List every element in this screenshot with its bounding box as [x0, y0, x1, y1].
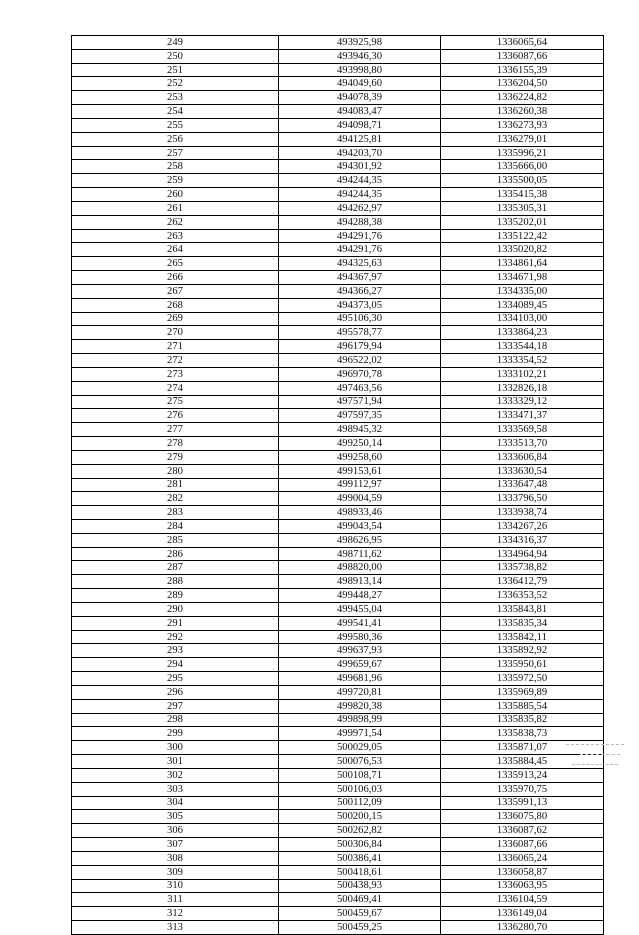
point-number-cell: 255 [72, 118, 279, 132]
x-coordinate-cell: 496179,94 [279, 340, 441, 354]
x-coordinate-cell: 496522,02 [279, 354, 441, 368]
point-number-cell: 265 [72, 257, 279, 271]
x-coordinate-cell: 494325,63 [279, 257, 441, 271]
table-body [72, 36, 604, 935]
point-number-cell: 309 [72, 865, 279, 879]
table-row [72, 409, 604, 423]
y-coordinate-cell: 1335415,38 [441, 188, 604, 202]
y-coordinate-cell: 1335970,75 [441, 782, 604, 796]
point-number-cell: 252 [72, 77, 279, 91]
point-number-cell: 301 [72, 755, 279, 769]
table-row [72, 243, 604, 257]
y-coordinate-cell: 1335972,50 [441, 672, 604, 686]
point-number-cell: 283 [72, 506, 279, 520]
x-coordinate-cell: 499250,14 [279, 437, 441, 451]
x-coordinate-cell: 494288,38 [279, 215, 441, 229]
x-coordinate-cell: 497463,56 [279, 381, 441, 395]
point-number-cell: 298 [72, 713, 279, 727]
point-number-cell: 287 [72, 561, 279, 575]
table-row [72, 658, 604, 672]
y-coordinate-cell: 1335666,00 [441, 160, 604, 174]
y-coordinate-cell: 1336412,79 [441, 575, 604, 589]
table-row [72, 464, 604, 478]
x-coordinate-cell: 499455,04 [279, 602, 441, 616]
x-coordinate-cell: 499637,93 [279, 644, 441, 658]
point-number-cell: 282 [72, 492, 279, 506]
point-number-cell: 311 [72, 893, 279, 907]
y-coordinate-cell: 1335884,45 [441, 755, 604, 769]
table-row [72, 146, 604, 160]
point-number-cell: 250 [72, 49, 279, 63]
point-number-cell: 281 [72, 478, 279, 492]
y-coordinate-cell: 1335843,81 [441, 602, 604, 616]
x-coordinate-cell: 496970,78 [279, 367, 441, 381]
y-coordinate-cell: 1335991,13 [441, 796, 604, 810]
table-row [72, 91, 604, 105]
table-row [72, 381, 604, 395]
table-row [72, 132, 604, 146]
y-coordinate-cell: 1334335,00 [441, 284, 604, 298]
x-coordinate-cell: 500459,67 [279, 907, 441, 921]
table-row [72, 367, 604, 381]
point-number-cell: 300 [72, 741, 279, 755]
table-row [72, 492, 604, 506]
x-coordinate-cell: 500306,84 [279, 838, 441, 852]
y-coordinate-cell: 1335500,05 [441, 174, 604, 188]
point-number-cell: 271 [72, 340, 279, 354]
x-coordinate-cell: 500108,71 [279, 768, 441, 782]
y-coordinate-cell: 1335122,42 [441, 229, 604, 243]
point-number-cell: 249 [72, 36, 279, 50]
y-coordinate-cell: 1335913,24 [441, 768, 604, 782]
point-number-cell: 259 [72, 174, 279, 188]
table-row [72, 506, 604, 520]
point-number-cell: 257 [72, 146, 279, 160]
point-number-cell: 253 [72, 91, 279, 105]
table-row [72, 271, 604, 285]
table-row [72, 630, 604, 644]
point-number-cell: 268 [72, 298, 279, 312]
x-coordinate-cell: 499681,96 [279, 672, 441, 686]
table-row [72, 105, 604, 119]
x-coordinate-cell: 493925,98 [279, 36, 441, 50]
x-coordinate-cell: 493998,80 [279, 63, 441, 77]
y-coordinate-cell: 1336087,62 [441, 824, 604, 838]
x-coordinate-cell: 500106,03 [279, 782, 441, 796]
coordinates-table [71, 35, 604, 935]
x-coordinate-cell: 494291,76 [279, 229, 441, 243]
point-number-cell: 274 [72, 381, 279, 395]
point-number-cell: 286 [72, 547, 279, 561]
table-row [72, 616, 604, 630]
point-number-cell: 297 [72, 699, 279, 713]
y-coordinate-cell: 1336058,87 [441, 865, 604, 879]
point-number-cell: 275 [72, 395, 279, 409]
x-coordinate-cell: 494203,70 [279, 146, 441, 160]
x-coordinate-cell: 494366,27 [279, 284, 441, 298]
y-coordinate-cell: 1334089,45 [441, 298, 604, 312]
point-number-cell: 306 [72, 824, 279, 838]
y-coordinate-cell: 1335969,89 [441, 685, 604, 699]
table-row [72, 672, 604, 686]
table-row [72, 644, 604, 658]
y-coordinate-cell: 1333329,12 [441, 395, 604, 409]
y-coordinate-cell: 1335738,82 [441, 561, 604, 575]
x-coordinate-cell: 498820,00 [279, 561, 441, 575]
point-number-cell: 293 [72, 644, 279, 658]
x-coordinate-cell: 494098,71 [279, 118, 441, 132]
table-row [72, 865, 604, 879]
y-coordinate-cell: 1335871,07 [441, 741, 604, 755]
point-number-cell: 303 [72, 782, 279, 796]
table-row [72, 160, 604, 174]
point-number-cell: 312 [72, 907, 279, 921]
table-row [72, 810, 604, 824]
table-row [72, 49, 604, 63]
x-coordinate-cell: 499820,38 [279, 699, 441, 713]
table-row [72, 921, 604, 935]
table-row [72, 768, 604, 782]
x-coordinate-cell: 498626,95 [279, 533, 441, 547]
x-coordinate-cell: 499898,99 [279, 713, 441, 727]
x-coordinate-cell: 500459,25 [279, 921, 441, 935]
x-coordinate-cell: 494367,97 [279, 271, 441, 285]
y-coordinate-cell: 1336353,52 [441, 589, 604, 603]
x-coordinate-cell: 497597,35 [279, 409, 441, 423]
point-number-cell: 262 [72, 215, 279, 229]
y-coordinate-cell: 1335020,82 [441, 243, 604, 257]
table-row [72, 755, 604, 769]
y-coordinate-cell: 1334267,26 [441, 519, 604, 533]
x-coordinate-cell: 494078,39 [279, 91, 441, 105]
point-number-cell: 263 [72, 229, 279, 243]
y-coordinate-cell: 1334103,00 [441, 312, 604, 326]
x-coordinate-cell: 494291,76 [279, 243, 441, 257]
x-coordinate-cell: 494244,35 [279, 188, 441, 202]
y-coordinate-cell: 1333102,21 [441, 367, 604, 381]
x-coordinate-cell: 500112,09 [279, 796, 441, 810]
y-coordinate-cell: 1336224,82 [441, 91, 604, 105]
table-row [72, 340, 604, 354]
x-coordinate-cell: 494125,81 [279, 132, 441, 146]
point-number-cell: 279 [72, 450, 279, 464]
table-row [72, 519, 604, 533]
table-row [72, 879, 604, 893]
y-coordinate-cell: 1333513,70 [441, 437, 604, 451]
x-coordinate-cell: 494373,05 [279, 298, 441, 312]
point-number-cell: 290 [72, 602, 279, 616]
table-row [72, 713, 604, 727]
x-coordinate-cell: 499659,67 [279, 658, 441, 672]
table-row [72, 118, 604, 132]
point-number-cell: 278 [72, 437, 279, 451]
scan-artifact [572, 764, 618, 765]
point-number-cell: 270 [72, 326, 279, 340]
y-coordinate-cell: 1336075,80 [441, 810, 604, 824]
point-number-cell: 261 [72, 201, 279, 215]
table-row [72, 685, 604, 699]
point-number-cell: 266 [72, 271, 279, 285]
table-row [72, 298, 604, 312]
x-coordinate-cell: 494083,47 [279, 105, 441, 119]
y-coordinate-cell: 1333354,52 [441, 354, 604, 368]
table-row [72, 741, 604, 755]
table-row [72, 478, 604, 492]
y-coordinate-cell: 1333796,50 [441, 492, 604, 506]
point-number-cell: 307 [72, 838, 279, 852]
x-coordinate-cell: 494262,97 [279, 201, 441, 215]
y-coordinate-cell: 1333647,48 [441, 478, 604, 492]
point-number-cell: 284 [72, 519, 279, 533]
point-number-cell: 273 [72, 367, 279, 381]
y-coordinate-cell: 1336149,04 [441, 907, 604, 921]
table-row [72, 838, 604, 852]
x-coordinate-cell: 498711,62 [279, 547, 441, 561]
point-number-cell: 294 [72, 658, 279, 672]
x-coordinate-cell: 500438,93 [279, 879, 441, 893]
point-number-cell: 269 [72, 312, 279, 326]
x-coordinate-cell: 494301,92 [279, 160, 441, 174]
table-row [72, 354, 604, 368]
table-row [72, 796, 604, 810]
table-row [72, 284, 604, 298]
x-coordinate-cell: 500386,41 [279, 851, 441, 865]
table-row [72, 229, 604, 243]
table-row [72, 188, 604, 202]
y-coordinate-cell: 1335838,73 [441, 727, 604, 741]
x-coordinate-cell: 499153,61 [279, 464, 441, 478]
y-coordinate-cell: 1336065,64 [441, 36, 604, 50]
point-number-cell: 285 [72, 533, 279, 547]
x-coordinate-cell: 500469,41 [279, 893, 441, 907]
x-coordinate-cell: 493946,30 [279, 49, 441, 63]
table-row [72, 77, 604, 91]
y-coordinate-cell: 1336204,50 [441, 77, 604, 91]
table-row [72, 215, 604, 229]
point-number-cell: 289 [72, 589, 279, 603]
y-coordinate-cell: 1333471,37 [441, 409, 604, 423]
y-coordinate-cell: 1333544,18 [441, 340, 604, 354]
y-coordinate-cell: 1336155,39 [441, 63, 604, 77]
x-coordinate-cell: 500262,82 [279, 824, 441, 838]
y-coordinate-cell: 1334964,94 [441, 547, 604, 561]
y-coordinate-cell: 1336273,93 [441, 118, 604, 132]
point-number-cell: 305 [72, 810, 279, 824]
y-coordinate-cell: 1335892,92 [441, 644, 604, 658]
y-coordinate-cell: 1335202,01 [441, 215, 604, 229]
x-coordinate-cell: 500076,53 [279, 755, 441, 769]
table-row [72, 63, 604, 77]
table-row [72, 727, 604, 741]
table-row [72, 326, 604, 340]
point-number-cell: 288 [72, 575, 279, 589]
point-number-cell: 276 [72, 409, 279, 423]
x-coordinate-cell: 498945,32 [279, 423, 441, 437]
table-row [72, 201, 604, 215]
point-number-cell: 295 [72, 672, 279, 686]
point-number-cell: 267 [72, 284, 279, 298]
x-coordinate-cell: 499448,27 [279, 589, 441, 603]
x-coordinate-cell: 494244,35 [279, 174, 441, 188]
point-number-cell: 254 [72, 105, 279, 119]
x-coordinate-cell: 497571,94 [279, 395, 441, 409]
table-row [72, 589, 604, 603]
point-number-cell: 264 [72, 243, 279, 257]
y-coordinate-cell: 1334861,64 [441, 257, 604, 271]
table-row [72, 423, 604, 437]
x-coordinate-cell: 499720,81 [279, 685, 441, 699]
x-coordinate-cell: 499004,59 [279, 492, 441, 506]
y-coordinate-cell: 1336065,24 [441, 851, 604, 865]
point-number-cell: 260 [72, 188, 279, 202]
table-row [72, 561, 604, 575]
y-coordinate-cell: 1335842,11 [441, 630, 604, 644]
point-number-cell: 251 [72, 63, 279, 77]
y-coordinate-cell: 1336279,01 [441, 132, 604, 146]
y-coordinate-cell: 1335305,31 [441, 201, 604, 215]
point-number-cell: 308 [72, 851, 279, 865]
table-row [72, 395, 604, 409]
x-coordinate-cell: 498933,46 [279, 506, 441, 520]
x-coordinate-cell: 499580,36 [279, 630, 441, 644]
x-coordinate-cell: 500418,61 [279, 865, 441, 879]
y-coordinate-cell: 1335885,54 [441, 699, 604, 713]
table-row [72, 450, 604, 464]
y-coordinate-cell: 1333938,74 [441, 506, 604, 520]
table-row [72, 575, 604, 589]
table-row [72, 824, 604, 838]
y-coordinate-cell: 1334671,98 [441, 271, 604, 285]
table-row [72, 533, 604, 547]
y-coordinate-cell: 1333569,58 [441, 423, 604, 437]
point-number-cell: 292 [72, 630, 279, 644]
table-row [72, 312, 604, 326]
point-number-cell: 291 [72, 616, 279, 630]
y-coordinate-cell: 1335835,82 [441, 713, 604, 727]
y-coordinate-cell: 1336087,66 [441, 49, 604, 63]
x-coordinate-cell: 500200,15 [279, 810, 441, 824]
point-number-cell: 296 [72, 685, 279, 699]
y-coordinate-cell: 1336087,66 [441, 838, 604, 852]
y-coordinate-cell: 1335950,61 [441, 658, 604, 672]
point-number-cell: 272 [72, 354, 279, 368]
y-coordinate-cell: 1336280,70 [441, 921, 604, 935]
table-row [72, 437, 604, 451]
x-coordinate-cell: 499258,60 [279, 450, 441, 464]
point-number-cell: 280 [72, 464, 279, 478]
table-row [72, 851, 604, 865]
y-coordinate-cell: 1334316,37 [441, 533, 604, 547]
point-number-cell: 302 [72, 768, 279, 782]
x-coordinate-cell: 495578,77 [279, 326, 441, 340]
table-row [72, 257, 604, 271]
point-number-cell: 277 [72, 423, 279, 437]
y-coordinate-cell: 1335835,34 [441, 616, 604, 630]
x-coordinate-cell: 498913,14 [279, 575, 441, 589]
point-number-cell: 299 [72, 727, 279, 741]
table-row [72, 547, 604, 561]
point-number-cell: 258 [72, 160, 279, 174]
scan-artifact [580, 754, 620, 755]
y-coordinate-cell: 1336063,95 [441, 879, 604, 893]
y-coordinate-cell: 1336104,59 [441, 893, 604, 907]
table-row [72, 782, 604, 796]
y-coordinate-cell: 1333606,84 [441, 450, 604, 464]
table-row [72, 602, 604, 616]
y-coordinate-cell: 1332826,18 [441, 381, 604, 395]
x-coordinate-cell: 499541,41 [279, 616, 441, 630]
x-coordinate-cell: 499112,97 [279, 478, 441, 492]
y-coordinate-cell: 1333864,23 [441, 326, 604, 340]
x-coordinate-cell: 499971,54 [279, 727, 441, 741]
x-coordinate-cell: 500029,05 [279, 741, 441, 755]
x-coordinate-cell: 499043,54 [279, 519, 441, 533]
table-row [72, 907, 604, 921]
x-coordinate-cell: 495106,30 [279, 312, 441, 326]
table-row [72, 699, 604, 713]
scan-artifact [566, 744, 624, 745]
y-coordinate-cell: 1335996,21 [441, 146, 604, 160]
y-coordinate-cell: 1336260,38 [441, 105, 604, 119]
point-number-cell: 310 [72, 879, 279, 893]
x-coordinate-cell: 494049,60 [279, 77, 441, 91]
point-number-cell: 256 [72, 132, 279, 146]
table-row [72, 36, 604, 50]
point-number-cell: 304 [72, 796, 279, 810]
point-number-cell: 313 [72, 921, 279, 935]
y-coordinate-cell: 1333630,54 [441, 464, 604, 478]
table-row [72, 174, 604, 188]
